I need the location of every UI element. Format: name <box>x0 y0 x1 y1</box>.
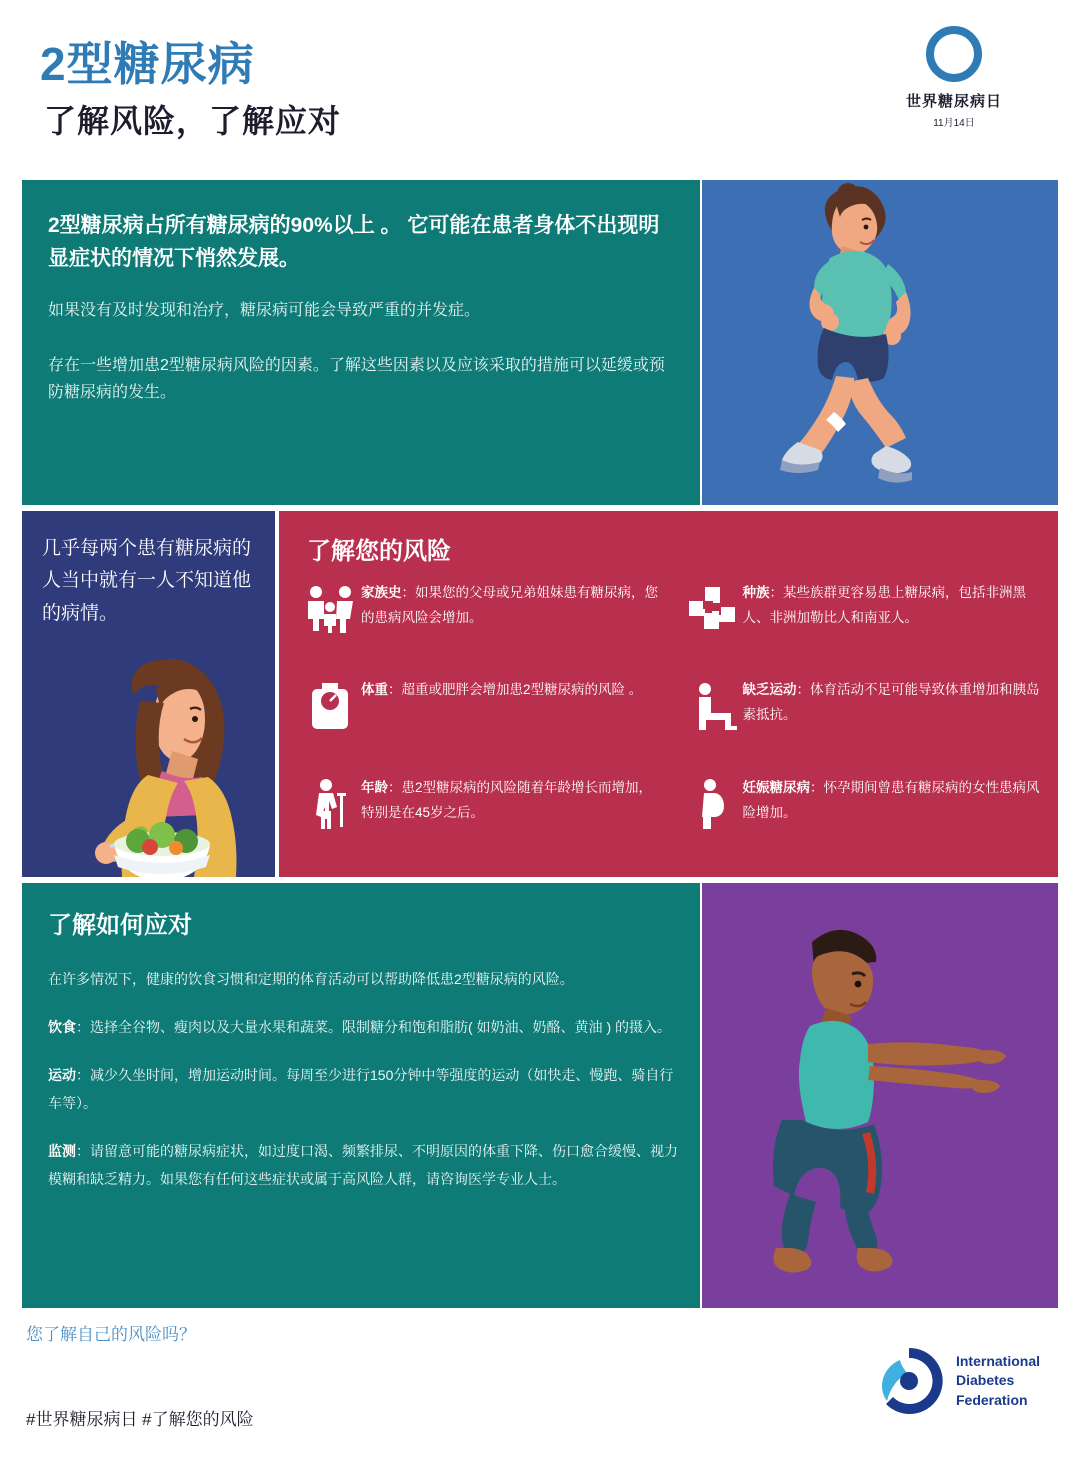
risk-item-text <box>361 577 663 631</box>
idf-line-1: International <box>955 1352 1040 1369</box>
risk-item-family-history <box>299 571 663 666</box>
runner-illustration-panel <box>702 180 1058 505</box>
howto-item-body: ：请留意可能的糖尿病症状，如过度口渴、频繁排尿、不明原因的体重下降、伤口愈合缓慢、视力模糊和缺乏精力。如果您有任何这些症状或属于高风险人群，请咨询医学专业人士。 <box>48 1143 678 1187</box>
poster-header <box>0 0 1080 175</box>
squatting-man-illustration <box>702 908 1058 1308</box>
risk-item-body: ：怀孕期间曾患有糖尿病的女性患病风险增加。 <box>742 779 1040 820</box>
ethnicity-hands-icon <box>681 577 743 639</box>
intro-paragraph-2: 存在一些增加患2型糖尿病风险的因素。了解这些因素以及应该采取的措施可以延缓或预防糖尿病的发生。 <box>48 357 665 402</box>
weight-scale-icon <box>299 674 361 736</box>
risk-item-physical-inactivity <box>681 668 1045 763</box>
family-icon <box>299 577 361 639</box>
risk-item-gestational-diabetes <box>681 766 1045 861</box>
howto-heading: 了解如何应对 <box>48 912 192 939</box>
statistic-quote-panel <box>22 511 275 877</box>
risk-item-title: 缺乏运动 <box>742 682 797 698</box>
wdd-logo-name: 世界糖尿病日 <box>905 93 1002 110</box>
idf-mark-icon <box>872 1344 946 1418</box>
howto-intro: 在许多情况下，健康的饮食习惯和定期的体育活动可以帮助降低患2型糖尿病的风险。 <box>48 971 574 987</box>
footer-hashtags: #世界糖尿病日 #了解您的风险 <box>26 1410 254 1429</box>
risk-item-title: 种族 <box>742 585 770 600</box>
intro-panel <box>22 180 700 505</box>
howto-item-title: 饮食 <box>48 1019 76 1035</box>
running-woman-illustration <box>702 180 1058 505</box>
risk-item-title: 体重 <box>361 682 388 698</box>
squat-illustration-panel <box>702 883 1058 1308</box>
page-subtitle: 了解风险，了解应对 <box>44 103 342 139</box>
quote-text: 几乎每两个患有糖尿病的人当中就有一人不知道他的病情。 <box>42 538 252 624</box>
howto-item-monitoring <box>48 1137 682 1193</box>
elderly-person-icon <box>299 772 361 834</box>
howto-item-body: ：减少久坐时间，增加运动时间。每周至少进行150分钟中等强度的运动（如快走、慢跑、骑自行车等）。 <box>48 1067 674 1111</box>
risk-item-title: 年龄 <box>361 779 388 795</box>
footer-question: 您了解自己的风险吗？ <box>26 1325 196 1344</box>
howto-item-diet <box>48 1013 682 1041</box>
risk-item-title: 妊娠糖尿病 <box>742 779 810 795</box>
salad-woman-illustration <box>22 647 275 877</box>
how-to-respond-panel <box>22 883 700 1308</box>
risk-item-ethnicity <box>681 571 1045 666</box>
howto-body <box>48 965 682 1213</box>
howto-item-title: 运动 <box>48 1067 76 1083</box>
idf-line-2: Diabetes <box>955 1372 1015 1389</box>
risk-item-text <box>361 772 663 826</box>
risk-item-body: ：超重或肥胖会增加患2型糖尿病的风险 。 <box>388 682 643 698</box>
know-your-risk-panel <box>279 511 1058 877</box>
risk-item-text <box>743 772 1045 826</box>
risk-item-title: 家族史 <box>361 585 402 600</box>
risk-item-body: ：患2型糖尿病的风险随着年龄增长而增加，特别是在45岁之后。 <box>361 779 653 820</box>
blue-circle-icon <box>926 26 982 82</box>
risk-item-text <box>743 674 1045 728</box>
idf-logo <box>872 1344 1040 1418</box>
howto-item-body: ：选择全谷物、瘦肉以及大量水果和蔬菜。限制糖分和饱和脂肪( 如奶油、奶酪、黄油 ) 的摄入。 <box>76 1019 671 1035</box>
howto-item-title: 监测 <box>48 1143 76 1159</box>
risk-item-age <box>299 766 663 861</box>
intro-lead-text: 2型糖尿病占所有糖尿病的90%以上 。 它可能在患者身体不出现明显症状的情况下悄然发展。 <box>48 214 660 270</box>
risk-item-body: ：体育活动不足可能导致体重增加和胰岛素抵抗。 <box>742 682 1040 723</box>
wdd-logo-date: 11月14日 <box>933 118 975 129</box>
risk-item-text <box>743 577 1045 631</box>
page-title: 2型糖尿病 <box>40 38 255 90</box>
world-diabetes-day-logo <box>874 26 1034 129</box>
intro-paragraph-1: 如果没有及时发现和治疗，糖尿病可能会导致严重的并发症。 <box>48 302 481 319</box>
risk-heading: 了解您的风险 <box>307 538 451 565</box>
risk-item-weight <box>299 668 663 763</box>
poster-footer <box>0 1310 1080 1464</box>
risk-item-text <box>361 674 642 703</box>
idf-line-3: Federation <box>955 1391 1028 1408</box>
risk-item-body: ：某些族群更容易患上糖尿病，包括非洲黑人、非洲加勒比人和南亚人。 <box>742 585 1026 625</box>
risk-factor-grid <box>299 571 1044 861</box>
howto-item-exercise <box>48 1061 682 1117</box>
pregnant-woman-icon <box>681 772 743 834</box>
risk-item-body: ：如果您的父母或兄弟姐妹患有糖尿病，您的患病风险会增加。 <box>361 585 658 625</box>
idf-logo-text <box>956 1352 1040 1411</box>
sedentary-person-icon <box>681 674 743 736</box>
